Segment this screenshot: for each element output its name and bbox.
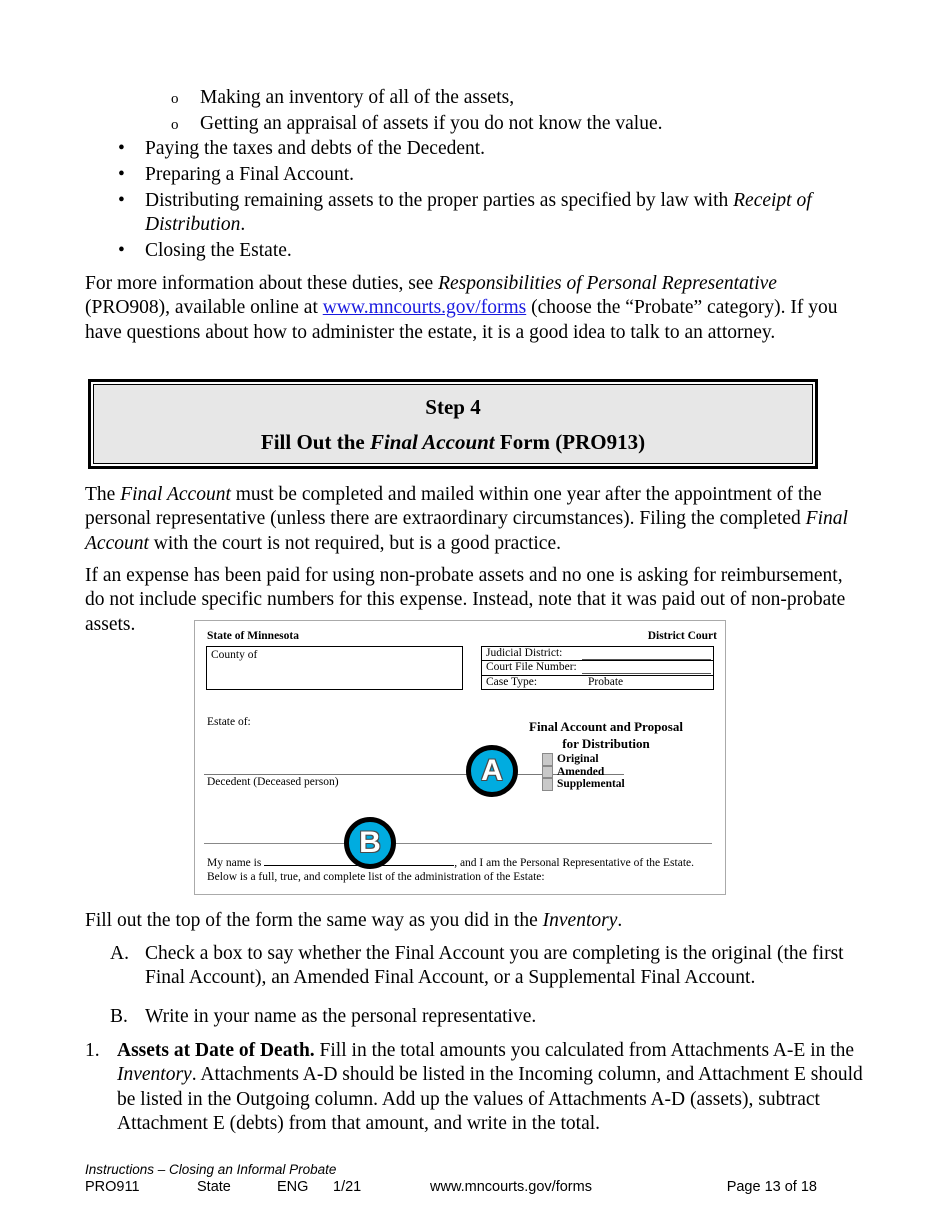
page-footer [85, 1161, 865, 1197]
list-item [85, 86, 865, 110]
bullet-dot-icon: • [118, 189, 125, 211]
p1-part3: with the court is not required, but is a good practice. [148, 532, 561, 554]
name-fill-line-2[interactable] [326, 865, 454, 866]
form-county-label: County of [211, 649, 258, 661]
intro-part1: For more information about these duties, see [85, 273, 439, 294]
form-divider-rule [204, 843, 712, 844]
step-callout-box [88, 379, 818, 469]
form-preview-figure [194, 620, 726, 895]
intro-paragraph [85, 272, 860, 345]
checkbox-amended-label: Amended [557, 765, 605, 778]
form-name-statement [207, 857, 712, 884]
checkbox-row-amended[interactable] [542, 766, 625, 779]
footer-meta-row [85, 1178, 865, 1197]
name-statement-part1: My name is [207, 857, 265, 869]
numbered-item-part1: Fill in the total amounts you calculated from Attachments A-E in the [314, 1040, 855, 1061]
list-item [85, 1005, 865, 1029]
list-item-text: Write in your name as the personal representative. [145, 1005, 537, 1027]
case-type-label: Case Type: [486, 675, 538, 688]
non-probate-paragraph: If an expense has been paid for using non-probate assets and no one is asking for reimbursement, do not include specific numbers for this expense. Instead, note that it was paid out of non-probate assets. [85, 565, 846, 635]
form-county-box [206, 646, 463, 690]
p1-italic2: Final Account [85, 508, 848, 554]
footer-page-number: Page 13 of 18 [726, 1179, 817, 1195]
final-account-paragraph [85, 483, 860, 556]
name-statement-part2: , and I am the Personal Representative of the Estate. Below is a full, true, and complete list of the administration of the Estate: [207, 857, 695, 883]
intro-part3: (choose the “Probate” category). If you have questions about how to administer the estate, it is a good idea to talk to an attorney. [85, 297, 838, 343]
checkbox-row-supplemental[interactable] [542, 778, 625, 791]
footer-document-title: Instructions – Closing an Informal Probate [85, 1162, 337, 1177]
step-subtitle [261, 427, 645, 457]
p1-part2: must be completed and mailed within one year after the appointment of the personal representative (unless there are extraordinary circumstances). Filing the completed [85, 484, 822, 530]
form-title-line2: for Distribution [562, 735, 650, 751]
step-sub-part1: Fill Out the [260, 429, 370, 454]
p1-italic1: Final Account [120, 484, 231, 505]
court-file-number-label: Court File Number: [486, 661, 577, 674]
numbered-item-assets-at-date-of-death [85, 1039, 865, 1137]
list-item-text: Closing the Estate. [145, 239, 292, 261]
step-callout-inner [93, 384, 813, 464]
case-type-value: Probate [588, 675, 624, 688]
intro-part2: (PRO908), available online at [85, 297, 323, 319]
name-fill-line-1[interactable] [264, 865, 326, 866]
form-estate-label: Estate of: [207, 716, 251, 728]
footer-revision: 1/21 [333, 1179, 362, 1195]
list-item [85, 112, 865, 136]
form-decedent-label: Decedent (Deceased person) [207, 776, 339, 788]
list-marker-a: A. [110, 943, 129, 964]
form-title-line1: Final Account and Proposal [529, 719, 683, 734]
list-item [85, 137, 865, 161]
list-marker-b: B. [110, 1005, 128, 1027]
table-row [482, 676, 713, 690]
footer-language: ENG [277, 1179, 309, 1195]
checkbox-supplemental-label: Supplemental [557, 778, 625, 790]
checkbox-row-original[interactable] [542, 753, 625, 766]
checkbox-amended[interactable] [542, 766, 553, 779]
bullet-dot-icon: • [118, 239, 125, 261]
list-item-text: Check a box to say whether the Final Account you are completing is the original (the first Final Account), an Amended Final Account, or a Supplemental Final Account. [145, 943, 844, 989]
form-case-info-table [481, 646, 714, 690]
list-item [85, 189, 865, 237]
checkbox-original-label: Original [557, 753, 599, 765]
caption-part1: Fill out the top of the form the same way as you did in the [85, 910, 543, 931]
judicial-district-label: Judicial District: [486, 647, 563, 659]
numbered-item-part2: . Attachments A-D should be listed in the Incoming column, and Attachment E should be listed in the Outgoing column. Add up the values of Attachments A-D (assets), subtract Attachment E (debts) from that amount, and write in the total. [117, 1064, 863, 1135]
numbered-item-italic: Inventory [117, 1064, 192, 1086]
footer-form-code: PRO911 [85, 1179, 140, 1195]
checkbox-original[interactable] [542, 753, 553, 766]
list-item-text: Making an inventory of all of the assets, [200, 87, 515, 108]
judicial-district-fill-line [582, 659, 711, 660]
list-item-text: Preparing a Final Account. [145, 164, 355, 186]
table-row [482, 647, 713, 661]
caption-part2: . [617, 910, 623, 931]
checkbox-supplemental[interactable] [542, 778, 553, 791]
figure-caption [85, 909, 860, 933]
step-sub-italic: Final Account [369, 429, 495, 454]
caption-italic: Inventory [542, 910, 618, 931]
intro-italic-title: Responsibilities of Personal Representative [438, 273, 777, 294]
form-type-checkbox-group [542, 753, 625, 791]
bullet-dot-icon: • [118, 138, 125, 160]
court-file-number-fill-line [582, 673, 711, 674]
bullet-dot-icon: • [118, 164, 125, 186]
lettered-instruction-list [85, 942, 865, 1043]
step-number-title: Step 4 [425, 394, 481, 419]
list-item-text: Distributing remaining assets to the proper parties as specified by law with Receipt of Distribution. [145, 189, 812, 236]
mncourts-forms-link[interactable]: www.mncourts.gov/forms [322, 297, 527, 319]
footer-url: www.mncourts.gov/forms [430, 1179, 592, 1195]
step-sub-part2: Form (PRO913) [494, 429, 646, 454]
form-state-label: State of Minnesota [207, 630, 299, 642]
list-item [85, 942, 865, 991]
callout-badge-a: A [466, 745, 518, 797]
list-item [85, 239, 865, 263]
list-item [85, 163, 865, 187]
italic-phrase: Receipt of Distribution [145, 189, 812, 236]
p1-part1: The [85, 484, 121, 505]
form-court-label: District Court [647, 630, 717, 642]
bullet-circle-icon: o [171, 91, 179, 107]
form-title [495, 719, 717, 752]
duties-bullet-list [85, 86, 865, 264]
list-item-text: Getting an appraisal of assets if you do not know the value. [200, 112, 663, 134]
list-marker-1: 1. [85, 1040, 100, 1061]
bullet-circle-icon: o [171, 116, 179, 133]
numbered-item-heading: Assets at Date of Death. [117, 1040, 315, 1061]
table-row [482, 661, 713, 675]
callout-badge-b: B [344, 817, 396, 869]
list-item-text: Paying the taxes and debts of the Decedent. [145, 138, 486, 160]
footer-scope: State [197, 1179, 231, 1195]
